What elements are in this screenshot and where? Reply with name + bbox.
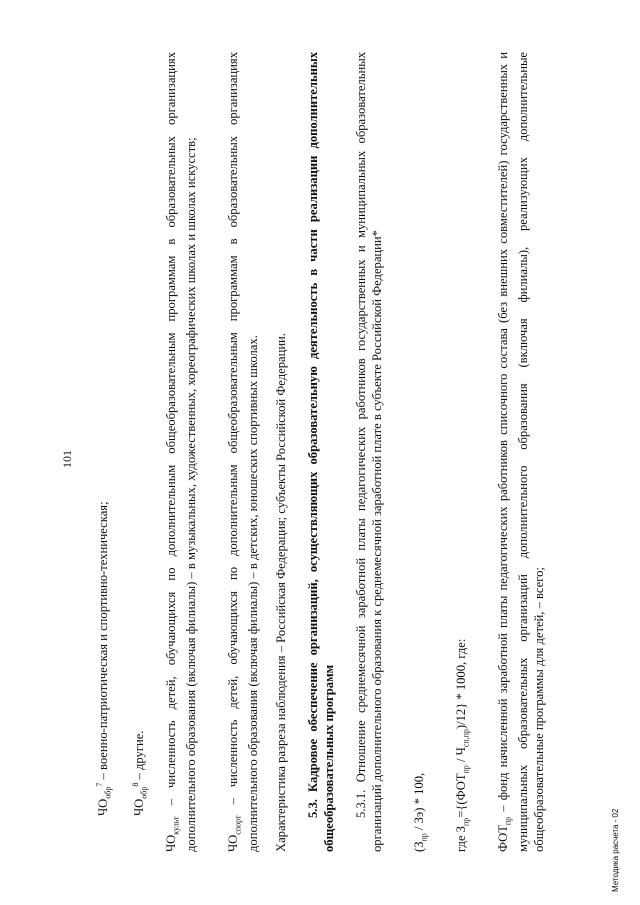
cho8-text: – другие.	[132, 730, 147, 783]
sport-text: – численность детей, обучающихся по дополнительным общеобразовательным программам в образовательных организациях дополнительного образования (включая филиалы) – в детских, юношеских спортивных школах.	[226, 52, 261, 852]
cho8-label: ЧО	[132, 798, 147, 816]
formula2-p3: / Ч	[454, 747, 468, 766]
paragraph-531: 5.3.1. Отношение среднемесячной заработной платы педагогических работников государственных и муниципальных образовательных организаций дополнительного образования к среднемесячной заработной плате в субъекте Российской Федерации*	[354, 52, 384, 852]
formula2-s3: сп,пр	[461, 729, 471, 748]
formula2-p2: ={(ФОТ	[454, 773, 468, 818]
cho7-text: – военно-патриотическая и спортивно-техническая;	[96, 501, 111, 783]
sport-label: ЧО	[226, 834, 240, 852]
fot-label: ФОТ	[496, 825, 510, 852]
formula-salary	[454, 52, 474, 852]
formula2-p1: где З	[454, 826, 468, 852]
fot-text: – фонд начисленной заработной платы педагогических работников списочного состава (без внешних совместителей) государственных и муниципальных образовательных организаций дополнительного образования (включая филиалы), реализующих дополнительные общеобразовательные программы для детей, – всего;	[496, 52, 546, 852]
section-heading: 5.3. Кадровое обеспечение организаций, осуществляющих образовательную деятельность в части реализации дополнительных общеобразовательных программ	[306, 52, 336, 852]
list-item-cho7	[92, 16, 116, 816]
rotated-content	[60, 52, 620, 892]
definition-sport	[226, 52, 262, 852]
formula1-sub: пр	[419, 833, 429, 842]
definition-fot	[496, 52, 547, 852]
formula1-rest: / Зэ) * 100,	[412, 772, 426, 834]
fot-sub: пр	[503, 816, 513, 826]
formula2-s1: пр	[461, 817, 471, 826]
cho7-sub: обр	[103, 786, 113, 799]
kult-label: ЧО	[164, 834, 178, 852]
formula2-p4: )/12} * 1000, где:	[454, 638, 468, 730]
formula1-open: (З	[412, 841, 426, 852]
cho8-sub: обр	[139, 786, 149, 799]
cho7-sup: 7	[95, 782, 104, 787]
definition-kult	[164, 52, 200, 852]
list-item-cho8	[128, 16, 152, 816]
cho7-label: ЧО	[96, 798, 111, 816]
kult-text: – численность детей, обучающихся по дополнительным общеобразовательным программам в образовательных организациях дополнительного образования (включая филиалы) – в музыкальных, художественных, хореографических школах и школах искусств;	[164, 52, 199, 852]
kult-sub: культ	[171, 816, 181, 835]
formula-ratio	[412, 52, 432, 852]
footer-text: Методика расчета - 02	[611, 808, 620, 892]
page-number: 101	[60, 450, 74, 468]
formula2-s2: пр	[461, 765, 471, 774]
cho8-sup: 8	[131, 782, 140, 787]
sport-sub: спорт	[233, 815, 243, 835]
characteristic-text: Характеристика разреза наблюдения – Российская Федерация; субъекты Российской Федерации.	[274, 333, 288, 852]
